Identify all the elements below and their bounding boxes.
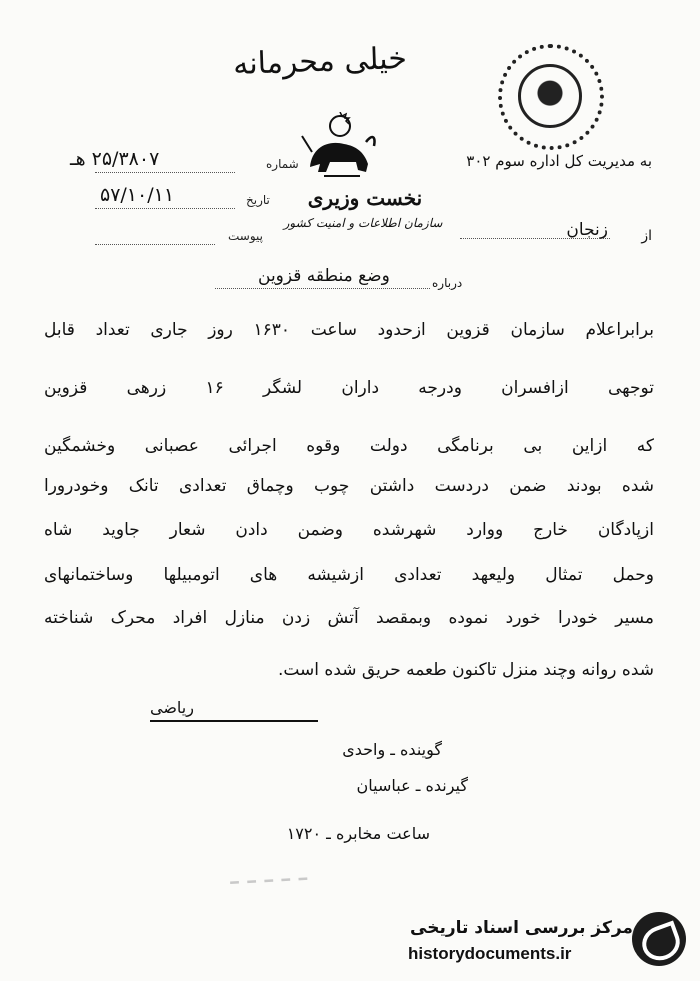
sender-value: زنجان — [566, 220, 608, 240]
lion-and-sun-emblem-icon — [300, 112, 378, 182]
sender-label: از — [641, 228, 652, 244]
ministry-title: نخست وزیری — [307, 186, 423, 210]
date-value: ۵۷/۱۰/۱۱ — [100, 184, 175, 206]
subject-dotted-line — [215, 288, 430, 289]
body-line-8: شده روانه وچند منزل تاکنون طعمه حریق شده است. — [277, 660, 654, 680]
archive-logo-icon — [632, 912, 686, 966]
attachment-label: پیوست — [228, 229, 263, 243]
number-label: شماره — [266, 157, 299, 171]
watermark-url: historydocuments.ir — [408, 944, 572, 963]
body-line-2: توجهی ازافسران ودرجه داران لشگر ۱۶ زرهی قزوین — [44, 378, 654, 398]
sender-dotted-line — [460, 238, 610, 239]
number-dotted-line — [95, 172, 235, 173]
round-seal-icon — [498, 44, 604, 150]
body-line-3: که ازاین بی برنامگی دولت وقوه اجرائی عصبانی وخشمگین — [44, 436, 654, 456]
ministry-subtitle: سازمان اطلاعات و امنیت کشور — [283, 216, 443, 230]
recipient-line: به مدیریت کل اداره سوم ۳۰۲ — [466, 152, 652, 170]
signature-line — [150, 720, 318, 722]
receiver-operator: گیرنده ـ عباسیان — [356, 776, 468, 795]
signer-name: ریاضی — [150, 698, 194, 717]
watermark-name: مرکز بررسی اسناد تاریخی — [410, 918, 633, 938]
date-label: تاریخ — [246, 193, 270, 207]
classification-stamp: خیلی محرمانه — [232, 40, 408, 83]
subject-value: وضع منطقه قزوین — [258, 266, 390, 286]
subject-label: درباره — [432, 276, 463, 290]
body-line-6: وحمل تمثال ولیعهد تعدادی ازشیشه های اتومبیلها وساختمانهای — [44, 565, 654, 585]
communication-time: ساعت مخابره ـ ۱۷۲۰ — [286, 824, 430, 843]
attachment-dotted-line — [95, 244, 215, 245]
body-line-4: شده بودند ضمن دردست داشتن چوب وچماق تعدادی تانک وخودرورا — [44, 476, 654, 496]
number-value: ۲۵/۳۸۰۷ هـ — [70, 148, 160, 170]
date-dotted-line — [95, 208, 235, 209]
faint-handwriting: ـ ـ ـ ـ ـ — [229, 854, 308, 891]
sender-operator: گوینده ـ واحدی — [342, 740, 442, 759]
body-line-7: مسیر خودرا خورد نموده وبمقصد آتش زدن منازل افراد محرک شناخته — [44, 608, 654, 628]
body-line-5: ازپادگان خارج ووارد شهرشده وضمن دادن شعار جاوید شاه — [44, 520, 654, 540]
body-line-1: برابراعلام سازمان قزوین ازحدود ساعت ۱۶۳۰ روز جاری تعداد قابل — [44, 320, 654, 340]
